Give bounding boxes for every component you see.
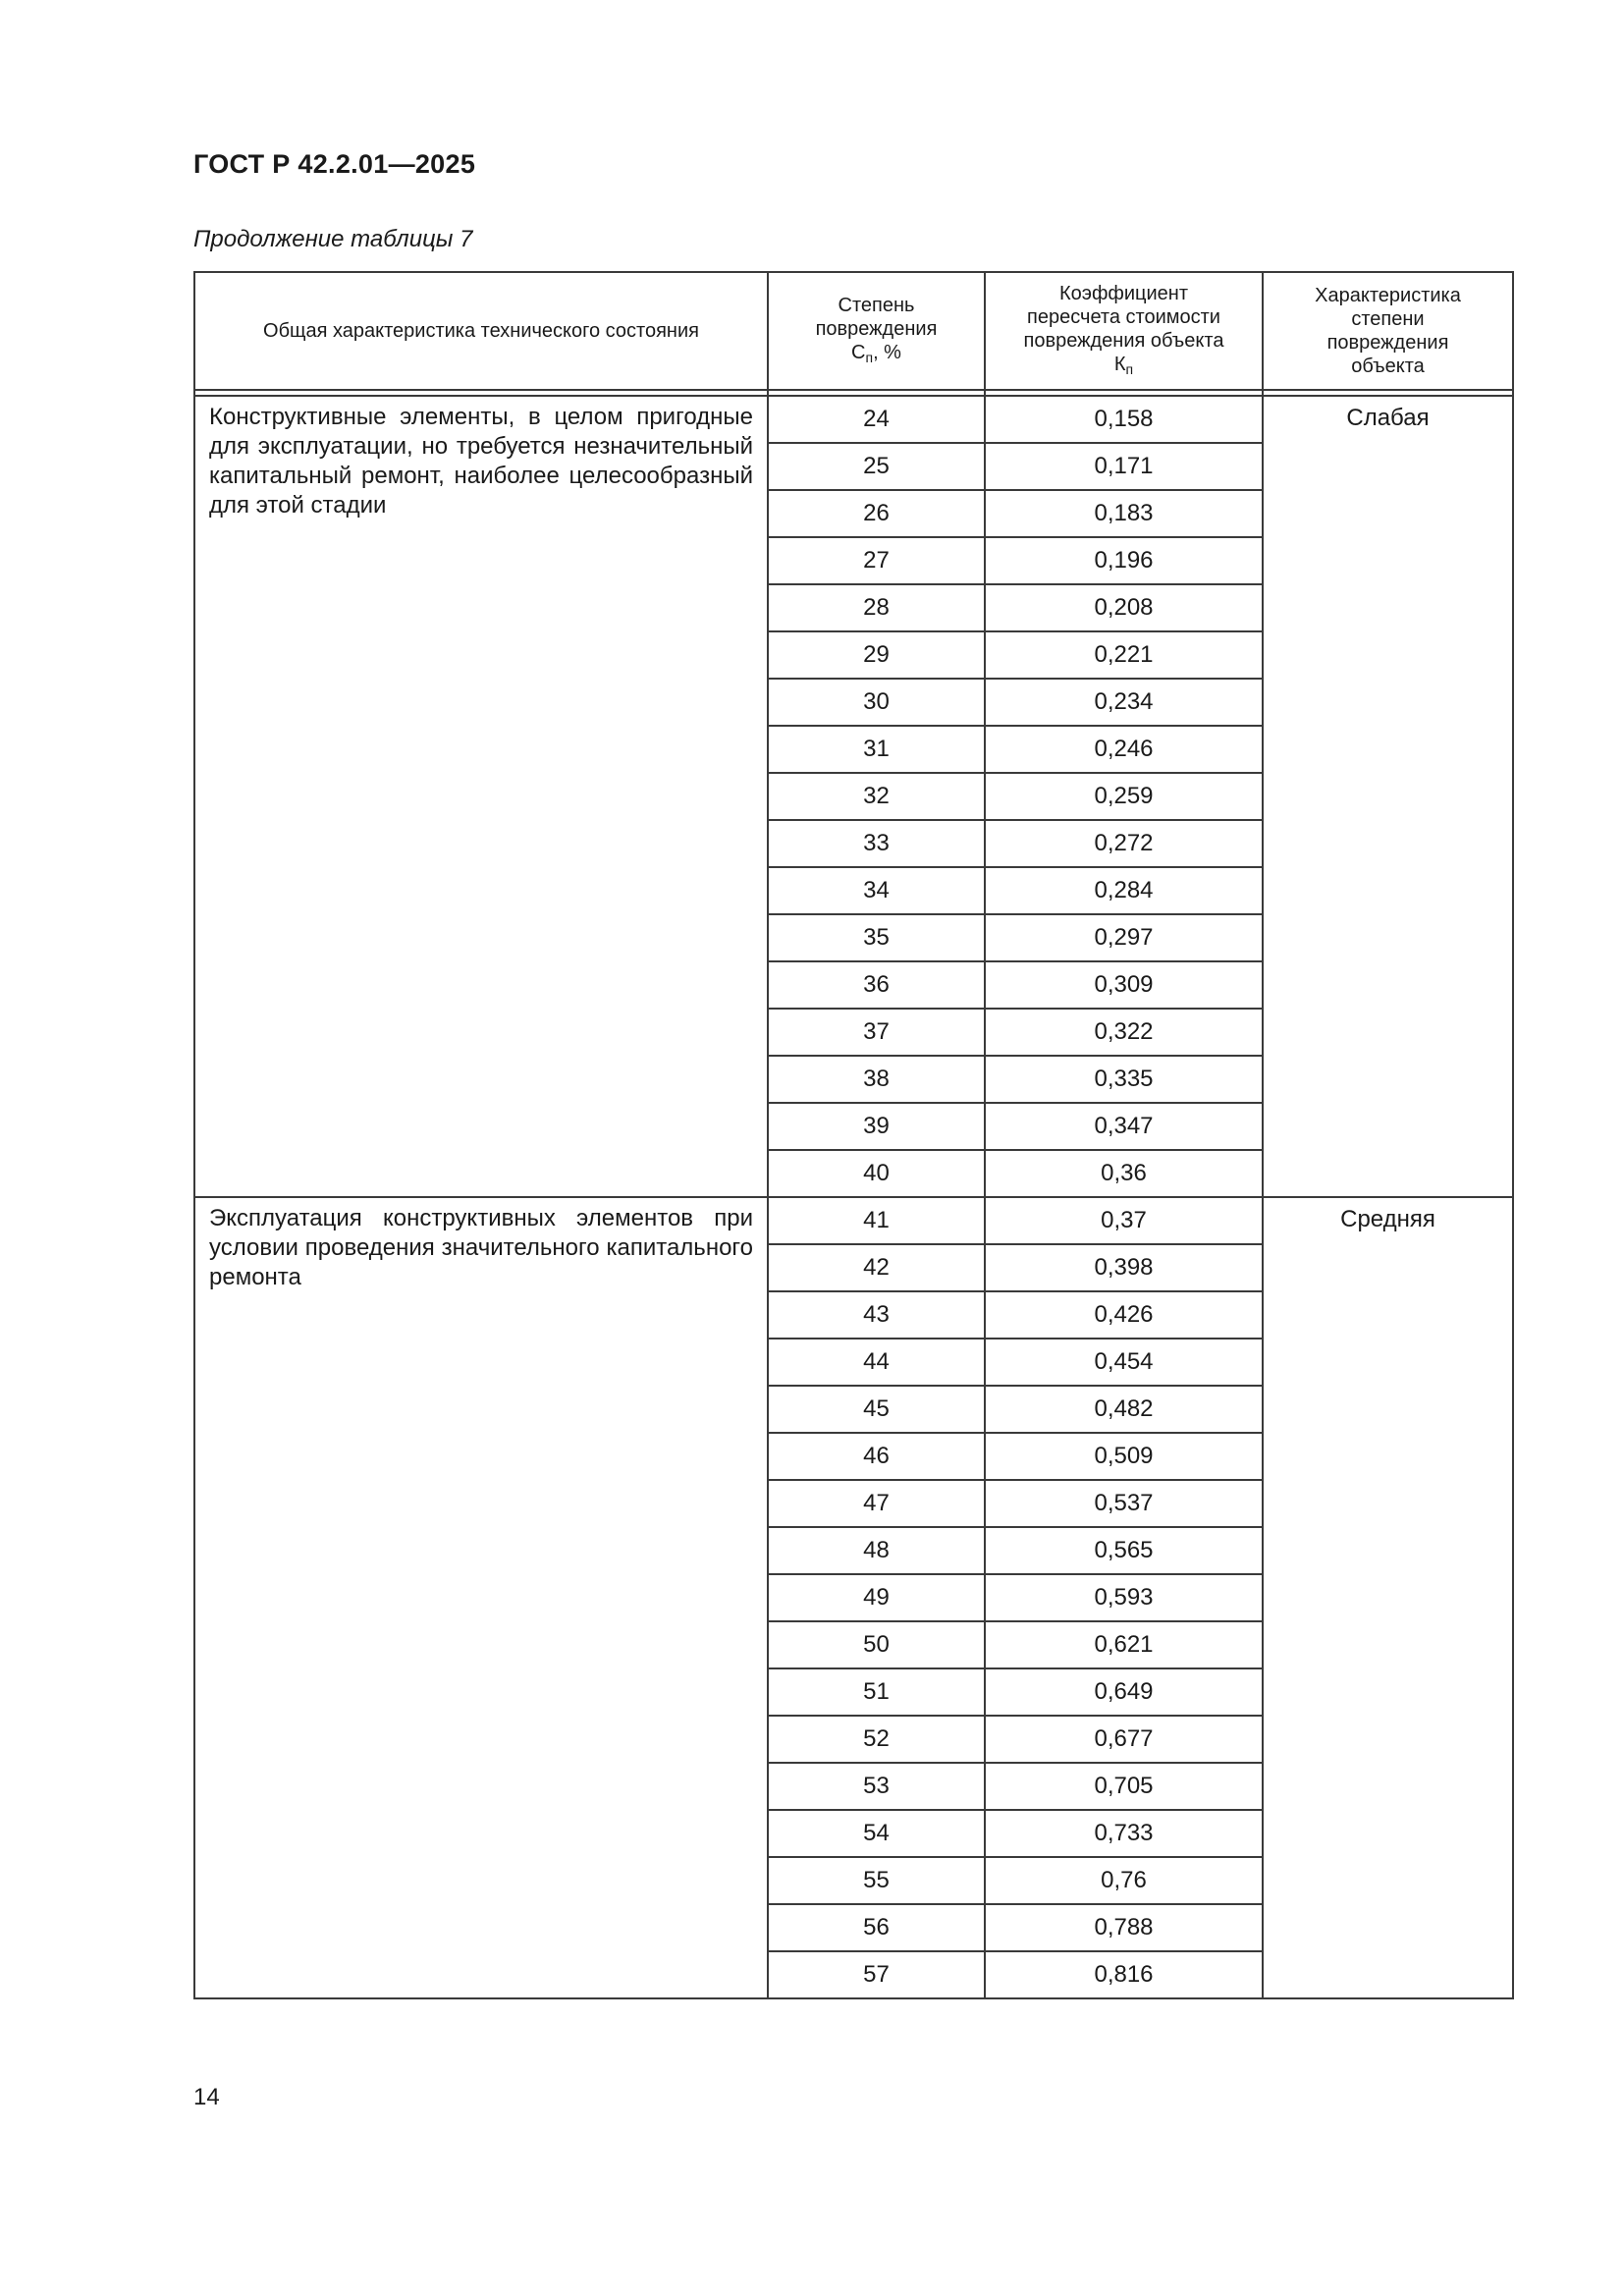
coefficient-cell: 0,309: [985, 961, 1263, 1009]
damage-degree-cell: 39: [768, 1103, 985, 1150]
damage-coefficient-table: [193, 271, 1514, 1999]
table-body: [194, 396, 1513, 1998]
coefficient-cell: 0,297: [985, 914, 1263, 961]
damage-degree-cell: 43: [768, 1291, 985, 1339]
damage-degree-cell: 31: [768, 726, 985, 773]
header-damage-characteristic: Характеристика степени повреждения объекта: [1263, 272, 1513, 390]
coefficient-cell: 0,788: [985, 1904, 1263, 1951]
damage-degree-cell: 49: [768, 1574, 985, 1621]
coefficient-cell: 0,322: [985, 1009, 1263, 1056]
coefficient-cell: 0,284: [985, 867, 1263, 914]
damage-degree-cell: 42: [768, 1244, 985, 1291]
damage-degree-cell: 33: [768, 820, 985, 867]
table-caption: Продолжение таблицы 7: [193, 226, 473, 252]
table-row: [194, 1197, 1513, 1244]
coefficient-cell: 0,221: [985, 631, 1263, 679]
coefficient-cell: 0,158: [985, 396, 1263, 443]
document-code: ГОСТ Р 42.2.01—2025: [193, 149, 476, 179]
coefficient-cell: 0,183: [985, 490, 1263, 537]
coefficient-cell: 0,196: [985, 537, 1263, 584]
damage-degree-cell: 48: [768, 1527, 985, 1574]
damage-degree-cell: 53: [768, 1763, 985, 1810]
coefficient-cell: 0,37: [985, 1197, 1263, 1244]
damage-degree-cell: 40: [768, 1150, 985, 1197]
coefficient-cell: 0,208: [985, 584, 1263, 631]
damage-degree-cell: 54: [768, 1810, 985, 1857]
damage-degree-cell: 41: [768, 1197, 985, 1244]
damage-degree-cell: 55: [768, 1857, 985, 1904]
coefficient-cell: 0,565: [985, 1527, 1263, 1574]
damage-degree-cell: 52: [768, 1716, 985, 1763]
page-number: 14: [193, 2084, 220, 2110]
coefficient-cell: 0,509: [985, 1433, 1263, 1480]
damage-degree-cell: 32: [768, 773, 985, 820]
damage-degree-cell: 29: [768, 631, 985, 679]
coefficient-cell: 0,171: [985, 443, 1263, 490]
condition-description: Эксплуатация конструктивных элементов при условии проведения значительного капитального ремонта: [194, 1197, 768, 1998]
coefficient-cell: 0,537: [985, 1480, 1263, 1527]
coefficient-cell: 0,816: [985, 1951, 1263, 1998]
header-coefficient: Коэффициент пересчета стоимости повреждения объекта $К_п$: [985, 272, 1263, 390]
table-row: [194, 396, 1513, 443]
coefficient-cell: 0,398: [985, 1244, 1263, 1291]
coefficient-cell: 0,246: [985, 726, 1263, 773]
coefficient-cell: 0,733: [985, 1810, 1263, 1857]
coefficient-cell: 0,677: [985, 1716, 1263, 1763]
coefficient-cell: 0,347: [985, 1103, 1263, 1150]
damage-degree-cell: 56: [768, 1904, 985, 1951]
coefficient-cell: 0,36: [985, 1150, 1263, 1197]
damage-degree-cell: 51: [768, 1668, 985, 1716]
damage-degree-cell: 30: [768, 679, 985, 726]
damage-degree-cell: 24: [768, 396, 985, 443]
coefficient-cell: 0,593: [985, 1574, 1263, 1621]
damage-degree-cell: 57: [768, 1951, 985, 1998]
damage-degree-cell: 44: [768, 1339, 985, 1386]
coefficient-cell: 0,426: [985, 1291, 1263, 1339]
damage-degree-cell: 38: [768, 1056, 985, 1103]
coefficient-cell: 0,705: [985, 1763, 1263, 1810]
coefficient-cell: 0,335: [985, 1056, 1263, 1103]
damage-characteristic-cell: Слабая: [1263, 396, 1513, 1197]
damage-characteristic-cell: Средняя: [1263, 1197, 1513, 1998]
coefficient-cell: 0,259: [985, 773, 1263, 820]
damage-degree-cell: 47: [768, 1480, 985, 1527]
damage-degree-cell: 35: [768, 914, 985, 961]
damage-degree-cell: 45: [768, 1386, 985, 1433]
table-header-row: [194, 272, 1513, 390]
damage-degree-cell: 26: [768, 490, 985, 537]
damage-degree-cell: 27: [768, 537, 985, 584]
damage-degree-cell: 36: [768, 961, 985, 1009]
damage-degree-cell: 37: [768, 1009, 985, 1056]
header-damage-degree: Степень повреждения $С_п$, %: [768, 272, 985, 390]
damage-degree-cell: 28: [768, 584, 985, 631]
damage-degree-cell: 25: [768, 443, 985, 490]
coefficient-cell: 0,649: [985, 1668, 1263, 1716]
coefficient-cell: 0,234: [985, 679, 1263, 726]
damage-degree-cell: 34: [768, 867, 985, 914]
damage-degree-cell: 46: [768, 1433, 985, 1480]
coefficient-cell: 0,272: [985, 820, 1263, 867]
header-general-condition: Общая характеристика технического состояния: [194, 272, 768, 390]
coefficient-cell: 0,454: [985, 1339, 1263, 1386]
condition-description: Конструктивные элементы, в целом пригодные для эксплуатации, но требуется незначительный капитальный ремонт, наиболее целесообразный для этой стадии: [194, 396, 768, 1197]
damage-degree-cell: 50: [768, 1621, 985, 1668]
coefficient-cell: 0,621: [985, 1621, 1263, 1668]
coefficient-cell: 0,76: [985, 1857, 1263, 1904]
coefficient-cell: 0,482: [985, 1386, 1263, 1433]
